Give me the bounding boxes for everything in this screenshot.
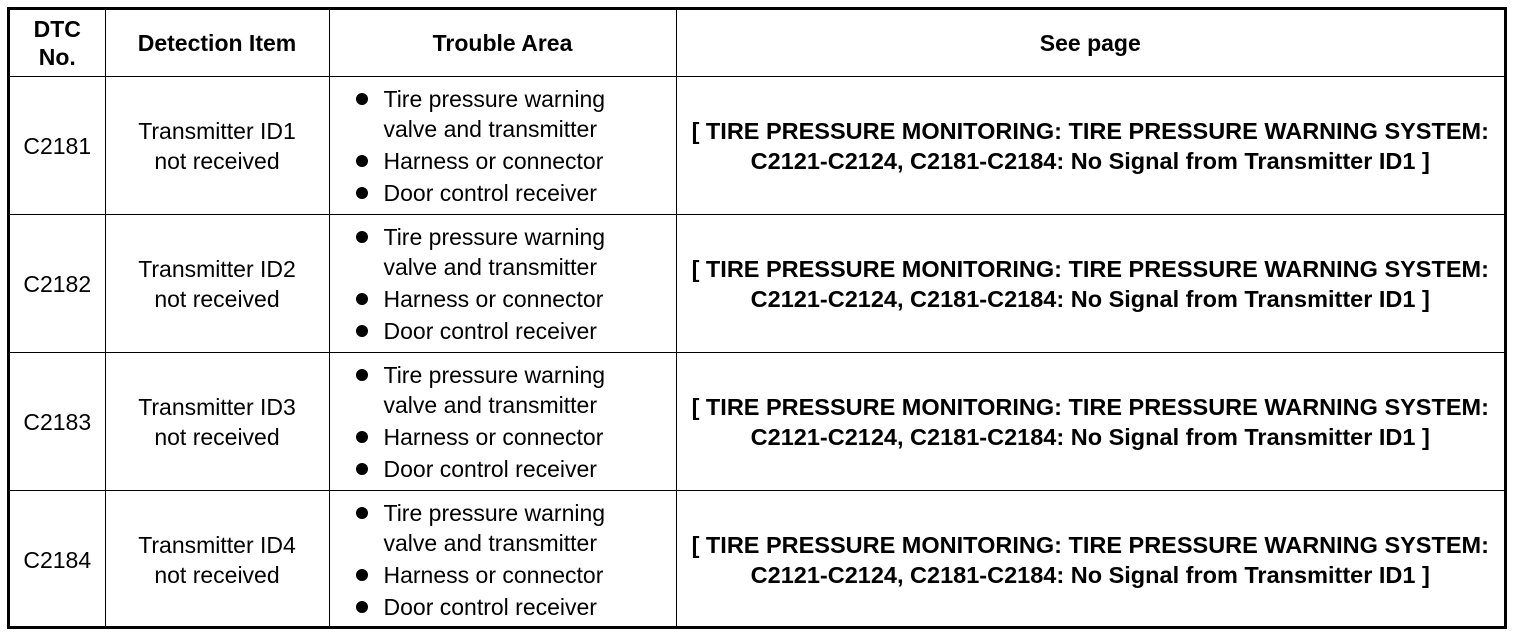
trouble-area-list — [352, 84, 676, 208]
detection-item-text: Transmitter ID4 not received — [138, 531, 296, 588]
trouble-area-text: Tire pressure warning valve and transmitter — [383, 223, 606, 280]
table-row — [10, 77, 1504, 215]
trouble-area-text: Tire pressure warning valve and transmitter — [383, 361, 606, 418]
detection-item-text: Transmitter ID3 not received — [138, 393, 296, 450]
trouble-area-item — [352, 222, 676, 282]
trouble-area-item — [352, 146, 676, 176]
header-dtc-no-label: DTC No. — [33, 16, 81, 70]
trouble-area-item — [352, 178, 676, 208]
see-page-link[interactable]: [ TIRE PRESSURE MONITORING: TIRE PRESSURE WARNING SYSTEM: C2121-C2124, C2181-C2184: No Signal from Transmitter ID1 ] — [676, 491, 1504, 629]
header-see-page: See page — [676, 10, 1504, 77]
trouble-area-item — [352, 360, 676, 420]
bullet-icon — [356, 155, 368, 167]
see-page-link[interactable]: [ TIRE PRESSURE MONITORING: TIRE PRESSURE WARNING SYSTEM: C2121-C2124, C2181-C2184: No Signal from Transmitter ID1 ] — [676, 353, 1504, 491]
trouble-area-item — [352, 560, 676, 590]
table-row — [10, 353, 1504, 491]
bullet-icon — [356, 93, 368, 105]
bullet-icon — [356, 601, 368, 613]
dtc-table-frame — [7, 7, 1507, 629]
dtc-code: C2181 — [10, 77, 105, 215]
table-row — [10, 491, 1504, 629]
dtc-table — [10, 10, 1504, 628]
header-trouble-area: Trouble Area — [329, 10, 676, 77]
trouble-area-text: Door control receiver — [383, 317, 597, 344]
trouble-area-list — [352, 222, 676, 346]
trouble-area-text: Door control receiver — [383, 455, 597, 482]
detection-item-text: Transmitter ID2 not received — [138, 255, 296, 312]
trouble-area-text: Door control receiver — [383, 593, 597, 620]
trouble-area-list — [352, 498, 676, 622]
trouble-area-text: Harness or connector — [383, 147, 604, 174]
bullet-icon — [356, 231, 368, 243]
trouble-area — [329, 215, 676, 353]
detection-item — [105, 215, 329, 353]
header-detection-item: Detection Item — [105, 10, 329, 77]
bullet-icon — [356, 369, 368, 381]
table-header-row — [10, 10, 1504, 77]
trouble-area-text: Harness or connector — [383, 423, 604, 450]
trouble-area-text: Harness or connector — [383, 285, 604, 312]
dtc-code: C2182 — [10, 215, 105, 353]
trouble-area-text: Tire pressure warning valve and transmitter — [383, 85, 606, 142]
see-page-link[interactable]: [ TIRE PRESSURE MONITORING: TIRE PRESSURE WARNING SYSTEM: C2121-C2124, C2181-C2184: No Signal from Transmitter ID1 ] — [676, 215, 1504, 353]
dtc-code: C2184 — [10, 491, 105, 629]
trouble-area-text: Harness or connector — [383, 561, 604, 588]
trouble-area-text: Door control receiver — [383, 179, 597, 206]
trouble-area-item — [352, 316, 676, 346]
trouble-area — [329, 353, 676, 491]
trouble-area-list — [352, 360, 676, 484]
trouble-area — [329, 491, 676, 629]
bullet-icon — [356, 507, 368, 519]
trouble-area — [329, 77, 676, 215]
detection-item-text: Transmitter ID1 not received — [138, 117, 296, 174]
detection-item — [105, 353, 329, 491]
bullet-icon — [356, 463, 368, 475]
bullet-icon — [356, 569, 368, 581]
dtc-code: C2183 — [10, 353, 105, 491]
trouble-area-text: Tire pressure warning valve and transmitter — [383, 499, 606, 556]
trouble-area-item — [352, 84, 676, 144]
detection-item — [105, 491, 329, 629]
bullet-icon — [356, 325, 368, 337]
see-page-link[interactable]: [ TIRE PRESSURE MONITORING: TIRE PRESSURE WARNING SYSTEM: C2121-C2124, C2181-C2184: No Signal from Transmitter ID1 ] — [676, 77, 1504, 215]
trouble-area-item — [352, 592, 676, 622]
trouble-area-item — [352, 422, 676, 452]
detection-item — [105, 77, 329, 215]
header-dtc-no — [10, 10, 105, 77]
bullet-icon — [356, 431, 368, 443]
trouble-area-item — [352, 454, 676, 484]
bullet-icon — [356, 293, 368, 305]
bullet-icon — [356, 187, 368, 199]
trouble-area-item — [352, 498, 676, 558]
trouble-area-item — [352, 284, 676, 314]
table-row — [10, 215, 1504, 353]
